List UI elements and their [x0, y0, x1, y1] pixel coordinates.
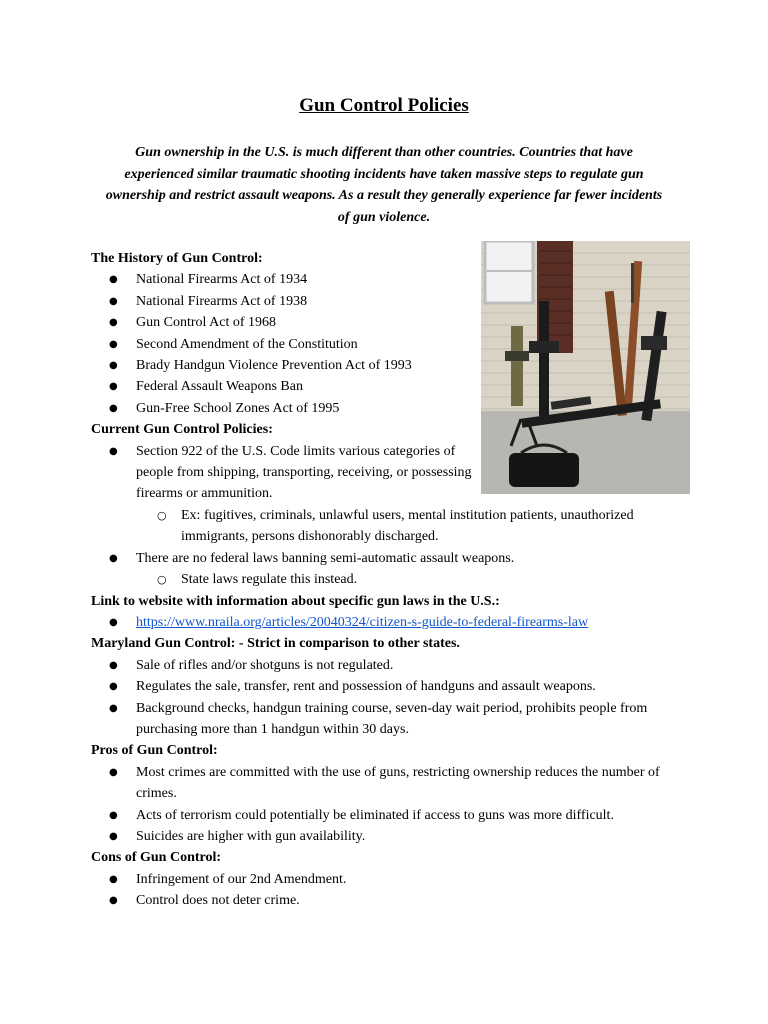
list-item: ● Most crimes are committed with the use of guns, restricting ownership reduces the number of crimes. [91, 762, 681, 805]
list-item: ● There are no federal laws banning semi-automatic assault weapons. [91, 548, 681, 569]
maryland-heading: Maryland Gun Control: - Strict in comparison to other states. [91, 636, 460, 652]
list-item: ● National Firearms Act of 1934 [91, 269, 681, 290]
page-title: Gun Control Policies [299, 95, 469, 116]
list-item: ● Second Amendment of the Constitution [91, 334, 681, 355]
list-item: ● Sale of rifles and/or shotguns is not regulated. [91, 655, 681, 676]
list-item [91, 612, 681, 633]
history-list [91, 269, 681, 419]
link-list [91, 612, 681, 633]
intro-paragraph: Gun ownership in the U.S. is much different than other countries. Countries that have experienced similar traumatic shooting incidents have taken massive steps to regulate gun ownership and restrict assault weapons. As a result they generally experience far fewer incidents of gun violence. [105, 145, 663, 225]
list-item: ● Acts of terrorism could potentially be eliminated if access to guns was more difficult. [91, 805, 681, 826]
list-item: ● Gun Control Act of 1968 [91, 312, 681, 333]
history-heading: The History of Gun Control: [91, 251, 263, 266]
list-item: ● Infringement of our 2nd Amendment. [91, 869, 681, 890]
list-item: ● National Firearms Act of 1938 [91, 291, 681, 312]
link-heading: Link to website with information about specific gun laws in the U.S.: [91, 593, 500, 609]
list-item: ● Control does not deter crime. [91, 890, 681, 911]
current-policies-list [91, 441, 681, 591]
nraila-link[interactable]: https://www.nraila.org/articles/20040324/citizen-s-guide-to-federal-firearms-law [136, 614, 589, 630]
list-item: ● Background checks, handgun training course, seven-day wait period, prohibits people from purchasing more than 1 handgun within 30 days. [91, 698, 681, 741]
current-policies-heading: Current Gun Control Policies: [91, 422, 273, 438]
list-subitem: ○ Ex: fugitives, criminals, unlawful users, mental institution patients, unauthorized immigrants, persons dishonorably discharged. [91, 505, 681, 548]
list-item: ● Gun-Free School Zones Act of 1995 [91, 398, 681, 419]
list-item [91, 441, 681, 505]
list-item: ● Federal Assault Weapons Ban [91, 376, 681, 397]
maryland-list [91, 655, 681, 741]
cons-list [91, 869, 681, 912]
pros-heading: Pros of Gun Control: [91, 743, 218, 759]
list-item: ● Regulates the sale, transfer, rent and possession of handguns and assault weapons. [91, 676, 681, 697]
pros-list [91, 762, 681, 848]
cons-heading: Cons of Gun Control: [91, 850, 222, 866]
section-922-text: ● Section 922 of the U.S. Code limits various categories of people from shipping, transporting, receiving, or possessing firearms or ammunition. [136, 443, 472, 502]
list-subitem: ○ State laws regulate this instead. [91, 569, 681, 590]
list-item: ● Brady Handgun Violence Prevention Act of 1993 [91, 355, 681, 376]
list-item: ● Suicides are higher with gun availability. [91, 826, 681, 847]
document-body [91, 248, 681, 912]
